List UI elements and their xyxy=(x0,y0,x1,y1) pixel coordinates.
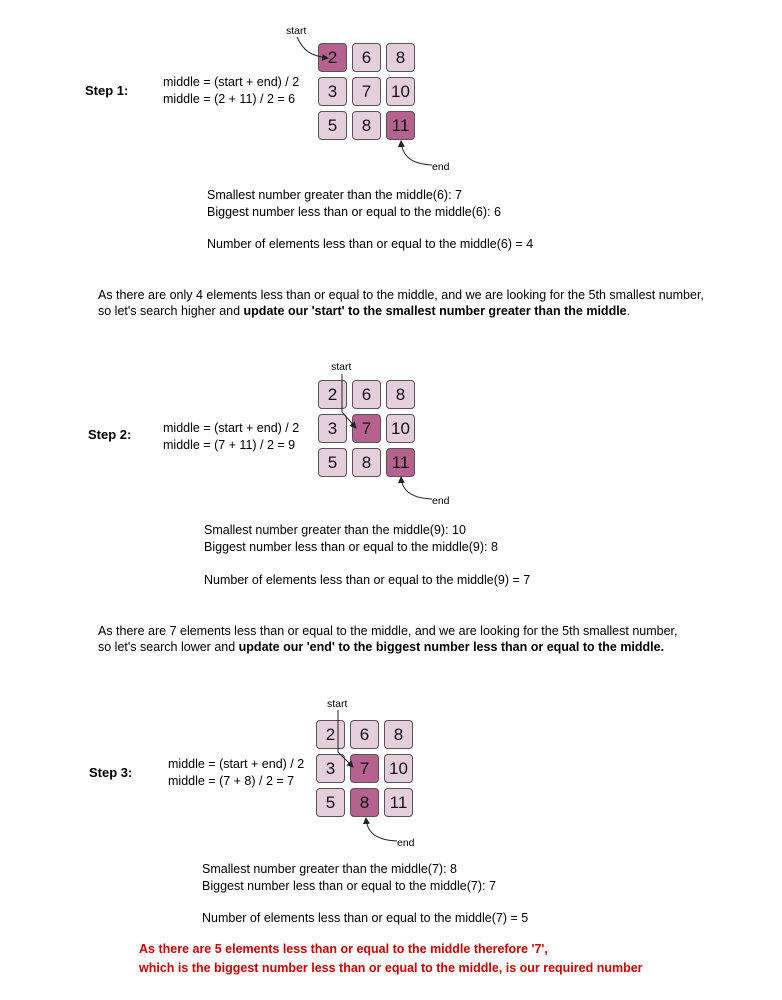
matrix-cell: 2 xyxy=(316,720,345,749)
paragraph-2-line-1: As there are 7 elements less than or equal to the middle, and we are looking for the 5th smallest number, xyxy=(98,624,678,638)
matrix-cell: 10 xyxy=(386,77,415,106)
step-1-label: Step 1: xyxy=(85,83,129,98)
step-3-formula-general: middle = (start + end) / 2 xyxy=(168,757,305,771)
matrix-cell: 8 xyxy=(386,43,415,72)
matrix-cell: 2 xyxy=(318,380,347,409)
matrix-cell: 5 xyxy=(318,448,347,477)
conclusion-line-2: which is the biggest number less than or equal to the middle, is our required number xyxy=(139,961,643,975)
step-1-smallest-greater: Smallest number greater than the middle(6): 7 xyxy=(207,188,462,202)
step-1-count: Number of elements less than or equal to the middle(6) = 4 xyxy=(207,237,534,251)
step-3-count: Number of elements less than or equal to the middle(7) = 5 xyxy=(202,911,529,925)
paragraph-2-line-2: so let's search lower and update our 'end' to the biggest number less than or equal to the middle. xyxy=(98,640,665,654)
step-2-count: Number of elements less than or equal to the middle(9) = 7 xyxy=(204,573,531,587)
matrix-cell: 7 xyxy=(352,414,381,443)
matrix-cell: 6 xyxy=(352,380,381,409)
matrix-cell: 11 xyxy=(386,448,415,477)
step-2-biggest-less-equal: Biggest number less than or equal to the middle(9): 8 xyxy=(204,540,498,554)
step-1-formula-general: middle = (start + end) / 2 xyxy=(163,75,300,89)
matrix-cell: 5 xyxy=(316,788,345,817)
step-1-matrix xyxy=(318,43,418,143)
matrix-cell: 2 xyxy=(318,43,347,72)
step-2-smallest-greater: Smallest number greater than the middle(9): 10 xyxy=(204,523,466,537)
matrix-cell: 8 xyxy=(352,111,381,140)
paragraph-1-line-1: As there are only 4 elements less than or equal to the middle, and we are looking for the 5th smallest number, xyxy=(98,288,704,302)
matrix-cell: 3 xyxy=(316,754,345,783)
step-2-label: Step 2: xyxy=(88,427,132,442)
step-3-label: Step 3: xyxy=(89,765,133,780)
step-1-end-label: end xyxy=(432,161,450,173)
matrix-cell: 8 xyxy=(386,380,415,409)
paragraph-2-emphasis: update our 'end' to the biggest number less than or equal to the middle. xyxy=(238,640,665,654)
matrix-cell: 6 xyxy=(352,43,381,72)
step-1-biggest-less-equal: Biggest number less than or equal to the middle(6): 6 xyxy=(207,205,501,219)
paragraph-1-line-2: so let's search higher and update our 'start' to the smallest number greater than the middle. xyxy=(98,304,631,318)
matrix-cell: 8 xyxy=(352,448,381,477)
matrix-cell: 11 xyxy=(386,111,415,140)
step-3-start-label: start xyxy=(327,698,348,710)
step-2-end-arrow xyxy=(401,477,432,499)
matrix-cell: 10 xyxy=(386,414,415,443)
step-2-start-label: start xyxy=(331,361,352,373)
step-3-biggest-less-equal: Biggest number less than or equal to the middle(7): 7 xyxy=(202,879,496,893)
paragraph-1-emphasis: update our 'start' to the smallest number greater than the middle xyxy=(243,304,627,318)
step-2-formula-values: middle = (7 + 11) / 2 = 9 xyxy=(163,438,296,452)
step-2-matrix xyxy=(318,380,418,480)
step-1-formula-values: middle = (2 + 11) / 2 = 6 xyxy=(163,92,296,106)
step-3-matrix xyxy=(316,720,416,820)
matrix-cell: 10 xyxy=(384,754,413,783)
step-1-end-arrow xyxy=(401,141,432,165)
matrix-cell: 3 xyxy=(318,77,347,106)
step-2-formula-general: middle = (start + end) / 2 xyxy=(163,421,300,435)
matrix-cell: 7 xyxy=(350,754,379,783)
matrix-cell: 5 xyxy=(318,111,347,140)
matrix-cell: 7 xyxy=(352,77,381,106)
conclusion-line-1: As there are 5 elements less than or equal to the middle therefore '7', xyxy=(139,942,548,956)
step-3-smallest-greater: Smallest number greater than the middle(7): 8 xyxy=(202,862,457,876)
step-1-start-label: start xyxy=(286,25,307,37)
matrix-cell: 8 xyxy=(384,720,413,749)
step-3-end-label: end xyxy=(397,837,415,849)
matrix-cell: 8 xyxy=(350,788,379,817)
step-3-formula-values: middle = (7 + 8) / 2 = 7 xyxy=(168,774,295,788)
matrix-cell: 11 xyxy=(384,788,413,817)
step-3-end-arrow xyxy=(366,818,397,841)
matrix-cell: 6 xyxy=(350,720,379,749)
matrix-cell: 3 xyxy=(318,414,347,443)
step-2-end-label: end xyxy=(432,495,450,507)
